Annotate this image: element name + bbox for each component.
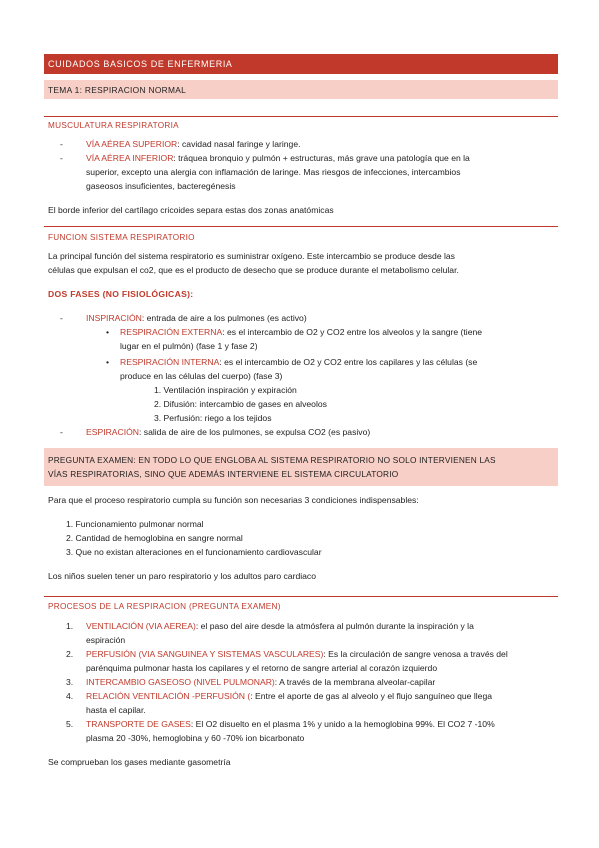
numbered-item: 1. Funcionamiento pulmonar normal (66, 519, 204, 529)
paragraph-line: La principal función del sistema respiratorio es suministrar oxígeno. Este intercambio se produce desde las (48, 251, 455, 261)
term-intercambio-gaseoso: INTERCAMBIO GASEOSO (NIVEL PULMONAR) (86, 677, 275, 687)
list-item-continuation: superior, excepto una alergia con inflamación de laringe. Mas riesgos de infecciones, intercambios (86, 167, 461, 177)
term-transporte-de-gases: TRANSPORTE DE GASES (86, 719, 191, 729)
list-item: PERFUSIÓN (VIA SANGUINEA Y SISTEMAS VASCULARES): Es la circulación de sangre venosa a través del (86, 649, 508, 659)
topic-title-bar (44, 80, 558, 99)
paragraph-note: Los niños suelen tener un paro respiratorio y los adultos paro cardiaco (48, 571, 316, 581)
item-number: 1. (66, 621, 74, 631)
item-number: 5. (66, 719, 74, 729)
bullet-dot: • (106, 327, 110, 337)
list-item-continuation: produce en las células del cuerpo) (fase 3) (120, 371, 283, 381)
section-heading-funcion: FUNCION SISTEMA RESPIRATORIO (48, 233, 195, 242)
bullet-dash: - (60, 153, 63, 163)
list-item: INTERCAMBIO GASEOSO (NIVEL PULMONAR): A través de la membrana alveolar-capilar (86, 677, 436, 687)
paragraph-note: El borde inferior del cartílago cricoides separa estas dos zonas anatómicas (48, 205, 334, 215)
numbered-sub-item: 1. Ventilación inspiración y expiración (154, 385, 297, 395)
term-inspiracion: INSPIRACIÓN (86, 313, 142, 323)
bullet-dash: - (60, 313, 63, 323)
item-number: 3. (66, 677, 74, 687)
numbered-item: 2. Cantidad de hemoglobina en sangre normal (66, 533, 243, 543)
section-heading-fases: DOS FASES (NO FISIOLÓGICAS): (48, 289, 194, 299)
list-item: TRANSPORTE DE GASES: El O2 disuelto en el plasma 1% y unido a la hemoglobina 99%. El CO2 7 -10% (86, 719, 495, 729)
bullet-dash: - (60, 427, 63, 437)
list-item: INSPIRACIÓN: entrada de aire a los pulmones (es activo) (86, 313, 307, 323)
paragraph-note: Se comprueban los gases mediante gasometría (48, 757, 231, 767)
course-title-bar (44, 54, 558, 74)
term-via-aerea-inferior: VÍA AÉREA INFERIOR (86, 153, 174, 163)
item-number: 2. (66, 649, 74, 659)
term-via-aerea-superior: VÍA AÉREA SUPERIOR (86, 139, 178, 149)
list-item: RESPIRACIÓN INTERNA: es el intercambio de O2 y CO2 entre los capilares y las células (se (120, 357, 478, 367)
list-item: VÍA AÉREA INFERIOR: tráquea bronquio y pulmón + estructuras, más grave una patología que en la (86, 153, 470, 163)
numbered-item: 3. Que no existan alteraciones en el funcionamiento cardiovascular (66, 547, 322, 557)
list-item-continuation: parénquima pulmonar hasta los capilares y el retorno de sangre arterial al corazón izquierdo (86, 663, 438, 673)
list-item-continuation: hasta el capilar. (86, 705, 146, 715)
list-item: VENTILACIÓN (VIA AEREA): el paso del aire desde la atmósfera al pulmón durante la inspiración y la (86, 621, 474, 631)
numbered-sub-item: 3. Perfusión: riego a los tejidos (154, 413, 272, 423)
bullet-dot: • (106, 357, 110, 367)
paragraph-line: Para que el proceso respiratorio cumpla su función son necesarias 3 condiciones indispensables: (48, 495, 419, 505)
list-item-continuation: gaseosos insuficientes, bacteregénesis (86, 181, 236, 191)
list-item: RESPIRACIÓN EXTERNA: es el intercambio de O2 y CO2 entre los alveolos y la sangre (tiene (120, 327, 483, 337)
list-item-continuation: espiración (86, 635, 126, 645)
term-espiracion: ESPIRACIÓN (86, 427, 140, 437)
term-relacion-ventilacion-perfusion: RELACIÓN VENTILACIÓN -PERFUSIÓN ( (86, 691, 251, 701)
term-respiracion-interna: RESPIRACIÓN INTERNA (120, 357, 220, 367)
item-number: 4. (66, 691, 74, 701)
term-ventilacion: VENTILACIÓN (VIA AEREA) (86, 621, 196, 631)
paragraph-line: células que expulsan el co2, que es el producto de desecho que se produce durante el metabolismo celular. (48, 265, 459, 275)
section-heading-procesos: PROCESOS DE LA RESPIRACION (PREGUNTA EXAMEN) (48, 602, 281, 611)
section-rule (44, 116, 558, 117)
list-item: RELACIÓN VENTILACIÓN -PERFUSIÓN (: Entre el aporte de gas al alveolo y el flujo sanguíneo que llega (86, 691, 493, 701)
topic-title: TEMA 1: RESPIRACION NORMAL (48, 85, 187, 95)
list-item-continuation: lugar en el pulmón) (fase 1 y fase 2) (120, 341, 258, 351)
section-rule (44, 226, 558, 227)
list-item-continuation: plasma 20 -30%, hemoglobina y 60 -70% ion bicarbonato (86, 733, 305, 743)
exam-line: PREGUNTA EXAMEN: EN TODO LO QUE ENGLOBA AL SISTEMA RESPIRATORIO NO SOLO INTERVIENEN LAS (48, 455, 496, 465)
section-heading-musculatura: MUSCULATURA RESPIRATORIA (48, 121, 179, 130)
numbered-sub-item: 2. Difusión: intercambio de gases en alveolos (154, 399, 327, 409)
term-respiracion-externa: RESPIRACIÓN EXTERNA (120, 327, 223, 337)
exam-line: VÍAS RESPIRATORIAS, SINO QUE ADEMÁS INTERVIENE EL SISTEMA CIRCULATORIO (48, 469, 399, 479)
list-item: ESPIRACIÓN: salida de aire de los pulmones, se expulsa CO2 (es pasivo) (86, 427, 371, 437)
section-rule (44, 596, 558, 597)
course-title: CUIDADOS BASICOS DE ENFERMERIA (48, 59, 233, 69)
exam-highlight-box (44, 448, 558, 486)
bullet-dash: - (60, 139, 63, 149)
list-item: VÍA AÉREA SUPERIOR: cavidad nasal faringe y laringe. (86, 139, 301, 149)
term-perfusion: PERFUSIÓN (VIA SANGUINEA Y SISTEMAS VASCULARES) (86, 649, 324, 659)
